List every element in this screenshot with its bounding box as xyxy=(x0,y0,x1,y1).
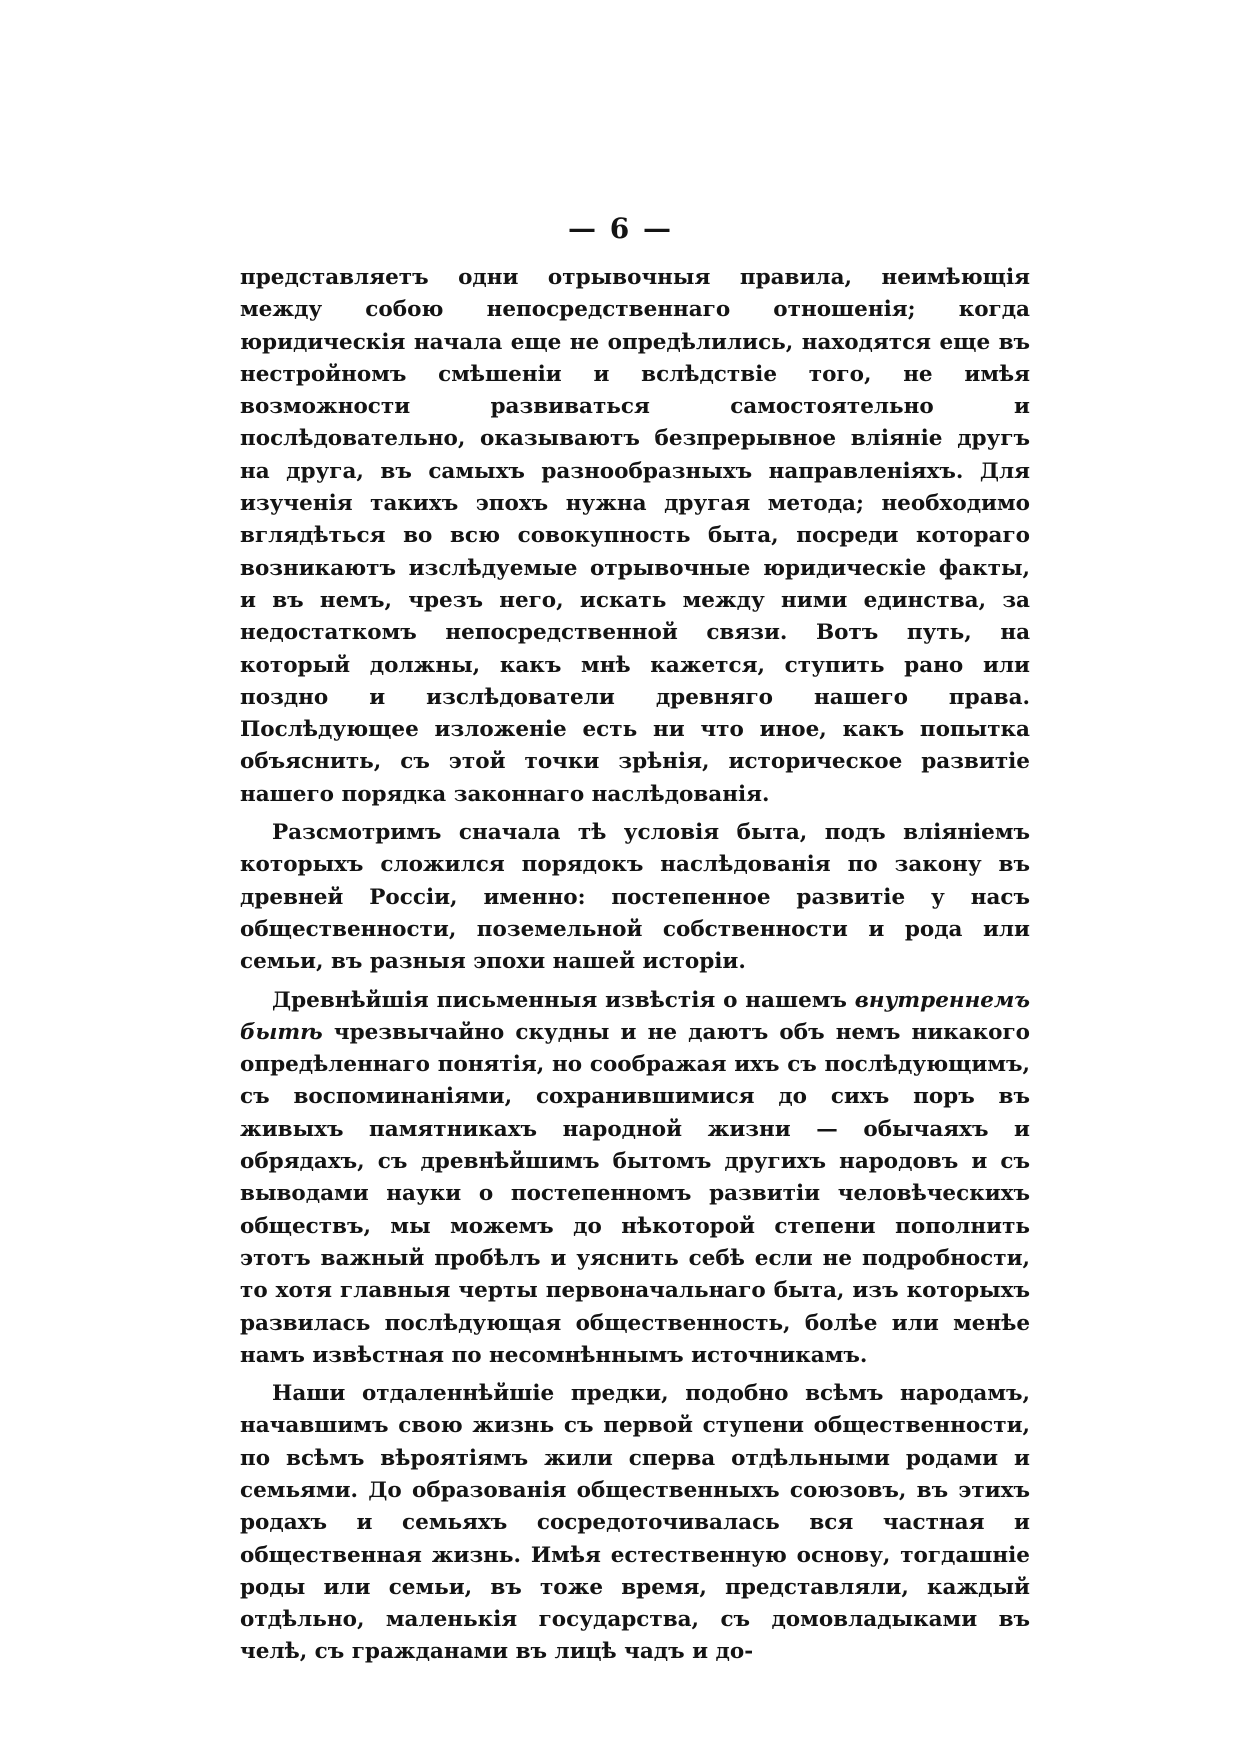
body-text xyxy=(240,262,1030,1675)
paragraph-3 xyxy=(240,985,1030,1373)
paragraph-4: Наши отдаленнѣйшіе предки, подобно всѣмъ народамъ, начавшимъ свою жизнь съ первой ступени общественности, по всѣмъ вѣроятіямъ жили сперва отдѣльными родами и семьями. До образованія общественныхъ союзовъ, въ этихъ родахъ и семьяхъ сосредоточивалась вся частная и общественная жизнь. Имѣя естественную основу, тогдашніе роды или семьи, въ тоже время, представляли, каждый отдѣльно, маленькія государства, съ домовладыками въ челѣ, съ гражданами въ лицѣ чадъ и до- xyxy=(240,1381,1030,1665)
page-number: — 6 — xyxy=(568,212,673,245)
paragraph-3-start: Древнѣйшія письменныя извѣстія о нашемъ xyxy=(272,987,855,1013)
paragraph-3-end: чрезвычайно скудны и не даютъ объ немъ никакого опредѣленнаго понятія, но соображая ихъ съ послѣдующимъ, съ воспоминаніями, сохранившимися до сихъ поръ въ живыхъ памятникахъ народной жизни — обычаяхъ и обрядахъ, съ древнѣйшимъ бытомъ другихъ народовъ и съ выводами науки о постепенномъ развитіи человѣческихъ обществъ, мы можемъ до нѣкоторой степени пополнить этотъ важный пробѣлъ и уяснить себѣ если не подробности, то хотя главныя черты первоначальнаго быта, изъ которыхъ развилась послѣдующая общественность, болѣе или менѣе намъ извѣстная по несомнѣннымъ источникамъ. xyxy=(240,1019,1030,1368)
paragraph-1: представляетъ одни отрывочныя правила, неимѣющія между собою непосредственнаго отношенія; когда юридическія начала еще не опредѣлились, находятся еще въ нестройномъ смѣшеніи и вслѣдствіе того, не имѣя возможности развиваться самостоятельно и послѣдовательно, оказываютъ безпрерывное вліяніе другъ на друга, въ самыхъ разнообразныхъ направленіяхъ. Для изученія такихъ эпохъ нужна другая метода; необходимо вглядѣться во всю совокупность быта, посреди котораго возникаютъ изслѣдуемые отрывочные юридическіе факты, и въ немъ, чрезъ него, искать между ними единства, за недостаткомъ непосредственной связи. Вотъ путь, на который должны, какъ мнѣ кажется, ступить рано или поздно и изслѣдователи древняго нашего права. Послѣдующее изложеніе есть ни что иное, какъ попытка объяснить, съ этой точки зрѣнія, историческое развитіе нашего порядка законнаго наслѣдованія. xyxy=(240,265,1030,807)
paragraph-3-italic: внутреннемъ бытѣ xyxy=(240,987,1030,1045)
paragraph-2: Разсмотримъ сначала тѣ условія быта, подъ вліяніемъ которыхъ сложился порядокъ наслѣдованія по закону въ древней Россіи, именно: постепенное развитіе у насъ общественности, поземельной собственности и рода или семьи, въ разныя эпохи нашей исторіи. xyxy=(240,820,1030,975)
